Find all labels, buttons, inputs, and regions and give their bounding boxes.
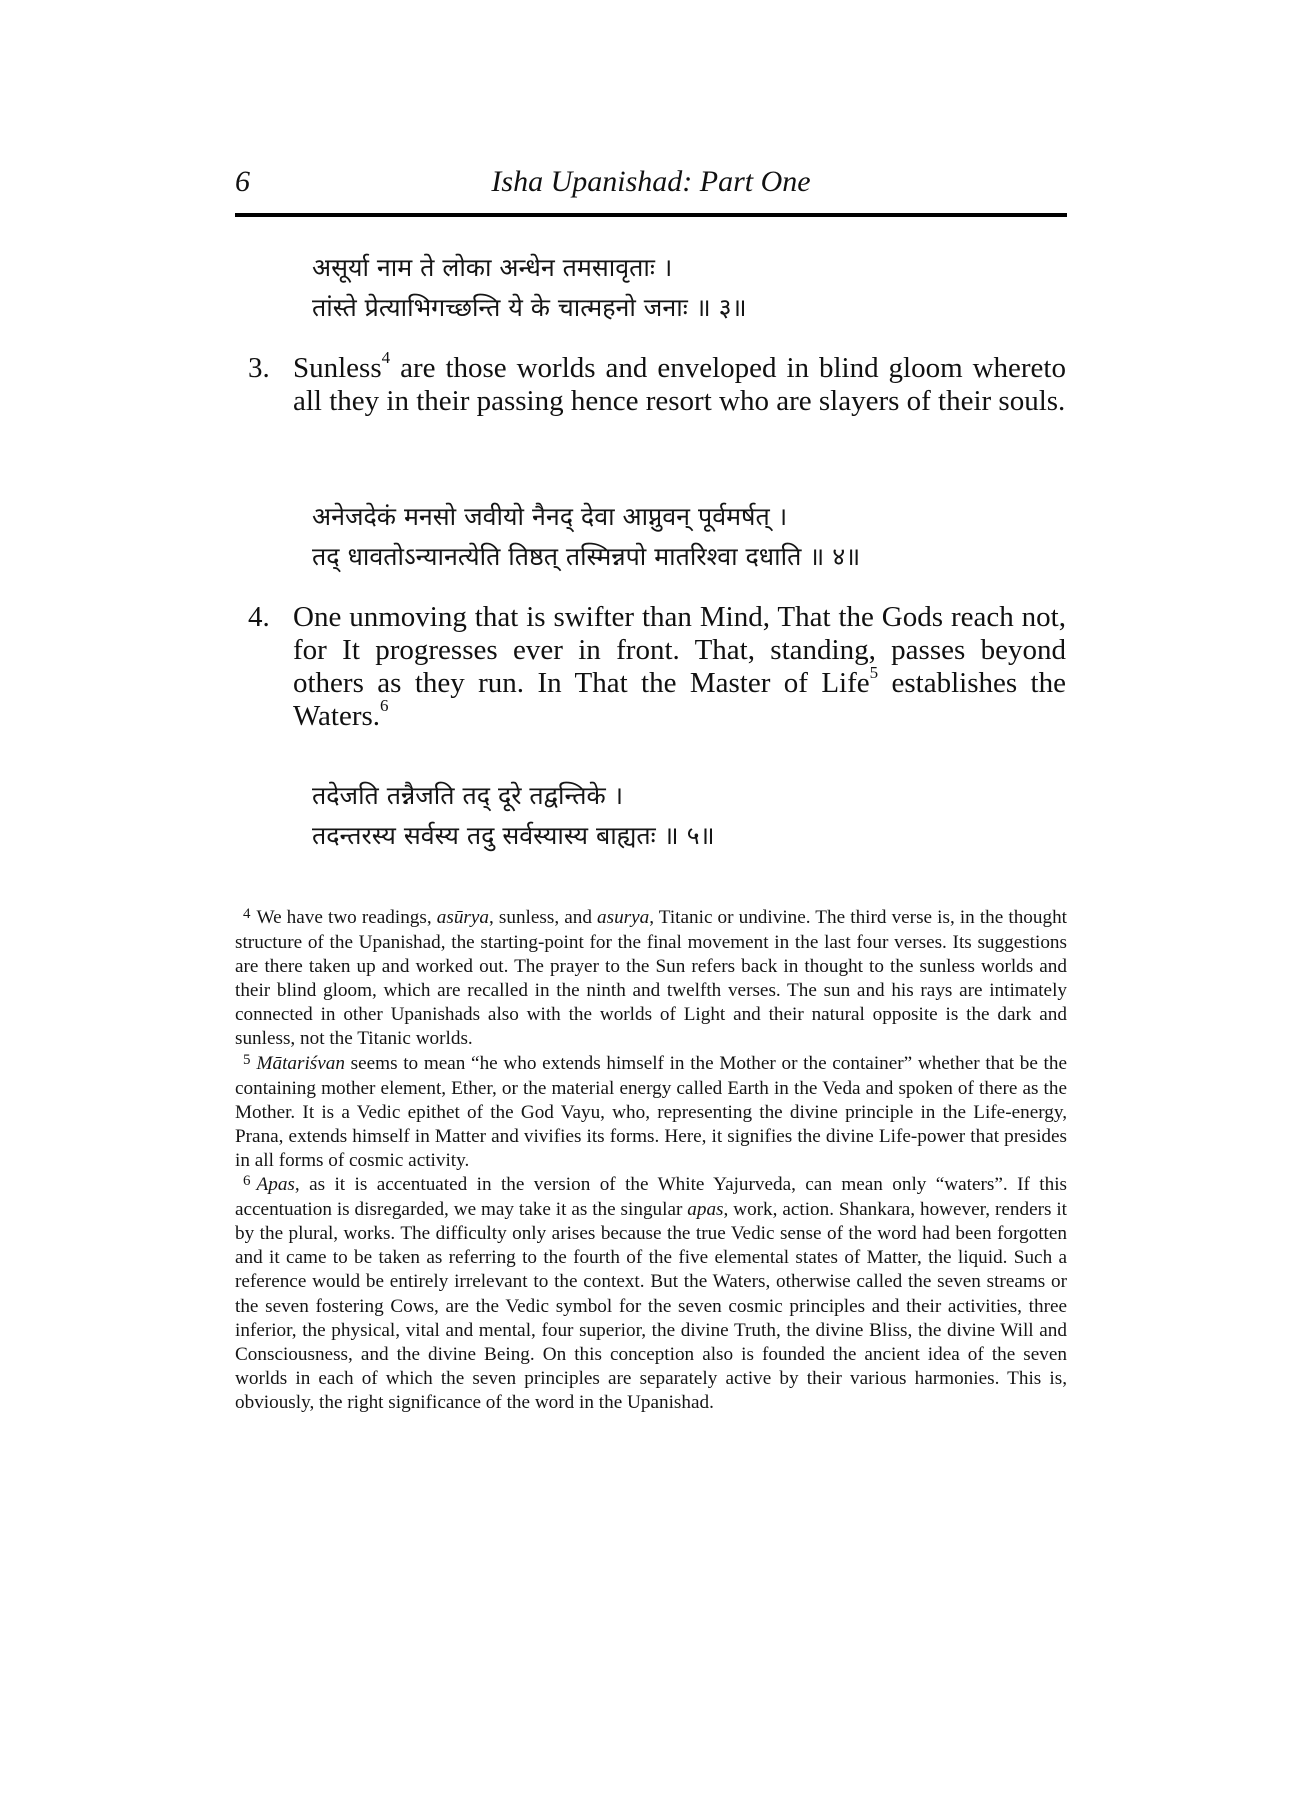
footnote-term: apas bbox=[687, 1199, 724, 1221]
verse-4-translation bbox=[248, 601, 1066, 733]
footnote-ref-4[interactable]: 4 bbox=[381, 348, 391, 368]
footnote-ref-5[interactable]: 5 bbox=[869, 663, 879, 683]
verse-text bbox=[293, 348, 1066, 418]
footnote-text: We have two readings, bbox=[256, 907, 437, 928]
sanskrit-line: अनेजदेकं मनसो जवीयो नैनद् देवा आप्नुवन् पूर्वमर्षत् । bbox=[312, 502, 788, 531]
footnote-term: asūrya bbox=[436, 907, 489, 928]
footnote-mark: 5 bbox=[243, 1051, 251, 1068]
sanskrit-verse-5 bbox=[312, 776, 715, 856]
verse-text-part: establishes the Waters. bbox=[293, 667, 1066, 732]
footnote-text: seems to mean “he who extends himself in the Mother or the container” whether that be the containing mother element, Ether, or the material energy called Earth in the Veda and spoken of there as the Mother. It is a Vedic epithet of the God Vayu, who, representing the divine principle in the Life-energy, Prana, extends himself in Matter and vivifies its forms. Here, it signifies the divine Life-power that presides in all forms of cosmic activity. bbox=[235, 1052, 1067, 1171]
footnote-term: asurya bbox=[597, 907, 650, 928]
sanskrit-line: असूर्या नाम ते लोका अन्धेन तमसावृताः । bbox=[312, 253, 673, 282]
footnotes bbox=[235, 906, 1067, 1415]
verse-number: 4. bbox=[248, 601, 270, 633]
footnote-text: , Titanic or undivine. The third verse is, in the thought structure of the Upanishad, the starting-point for the final movement in the last four verses. Its suggestions are there taken up and worked out. The prayer to the Sun refers back in thought to the sunless worlds and their blind gloom, which are recalled in the ninth and twelfth verses. The sun and his rays are intimately connected in other Upanishads also with the worlds of Light and their natural opposite is the dark and sunless, not the Titanic worlds. bbox=[235, 907, 1068, 1050]
verse-number: 3. bbox=[248, 352, 270, 384]
running-header bbox=[235, 160, 1067, 208]
footnote-mark: 4 bbox=[243, 906, 251, 922]
footnote-ref-6[interactable]: 6 bbox=[380, 696, 389, 716]
running-title: Isha Upanishad: Part One bbox=[491, 165, 811, 198]
verse-text-part: are those worlds and enveloped in blind gloom whereto all they in their passing hence resort who are slayers of their souls. bbox=[293, 352, 1066, 417]
sanskrit-verse-3 bbox=[312, 248, 747, 328]
sanskrit-line: तदन्तरस्य सर्वस्य तदु सर्वस्यास्य बाह्यतः ॥ ५॥ bbox=[312, 821, 715, 850]
verse-3-translation bbox=[248, 348, 1066, 418]
footnote-text: , work, action. Shankara, however, renders it by the plural, works. The difficulty only arises because the true Vedic sense of the word had been forgotten and it came to be taken as referring to the fourth of the five elemental states of Matter, the liquid. Such a reference would be entirely irrelevant to the context. But the Waters, otherwise called the seven streams or the seven fostering Cows, are the Vedic symbol for the seven cosmic principles and their activities, three inferior, the physical, vital and mental, four superior, the divine Truth, the divine Bliss, the divine Will and Consciousness, and the divine Being. On this conception also is founded the ancient idea of the seven worlds in each of which the seven principles are separately active by their various harmonies. This is, obviously, the right significance of the word in the Upanishad. bbox=[235, 1199, 1067, 1413]
footnote-mark: 6 bbox=[243, 1173, 251, 1190]
verse-text-part: Sunless bbox=[293, 352, 382, 384]
footnote-5 bbox=[235, 1052, 1067, 1173]
sanskrit-line: तद् धावतोऽन्यानत्येति तिष्ठत् तस्मिन्नपो मातरिश्वा दधाति ॥ ४॥ bbox=[312, 542, 861, 571]
sanskrit-line: तांस्ते प्रेत्याभिगच्छन्ति ये के चात्महनो जनाः ॥ ३॥ bbox=[312, 293, 747, 322]
footnote-text: , sunless, and bbox=[489, 907, 598, 928]
footnote-6 bbox=[235, 1173, 1067, 1415]
footnote-term: Apas bbox=[256, 1174, 295, 1196]
sanskrit-verse-4 bbox=[312, 497, 860, 577]
sanskrit-line: तदेजति तन्नैजति तद् दूरे तद्वन्तिके । bbox=[312, 781, 624, 810]
footnote-term: Mātariśvan bbox=[256, 1052, 345, 1074]
footnote-4 bbox=[235, 906, 1067, 1052]
header-rule bbox=[235, 213, 1067, 217]
verse-text-part: One unmoving that is swifter than Mind, That the Gods reach not, for It progresses ever in front. That, standing, passes beyond others as they run. In That the Master of Life bbox=[293, 601, 1066, 699]
verse-text bbox=[293, 601, 1066, 733]
page-number: 6 bbox=[235, 165, 250, 198]
footnote-text: , as it is accentuated in the version of the White Yajurveda, can mean only “waters”. If this accentuation is disregarded, we may take it as the singular bbox=[235, 1174, 1067, 1221]
